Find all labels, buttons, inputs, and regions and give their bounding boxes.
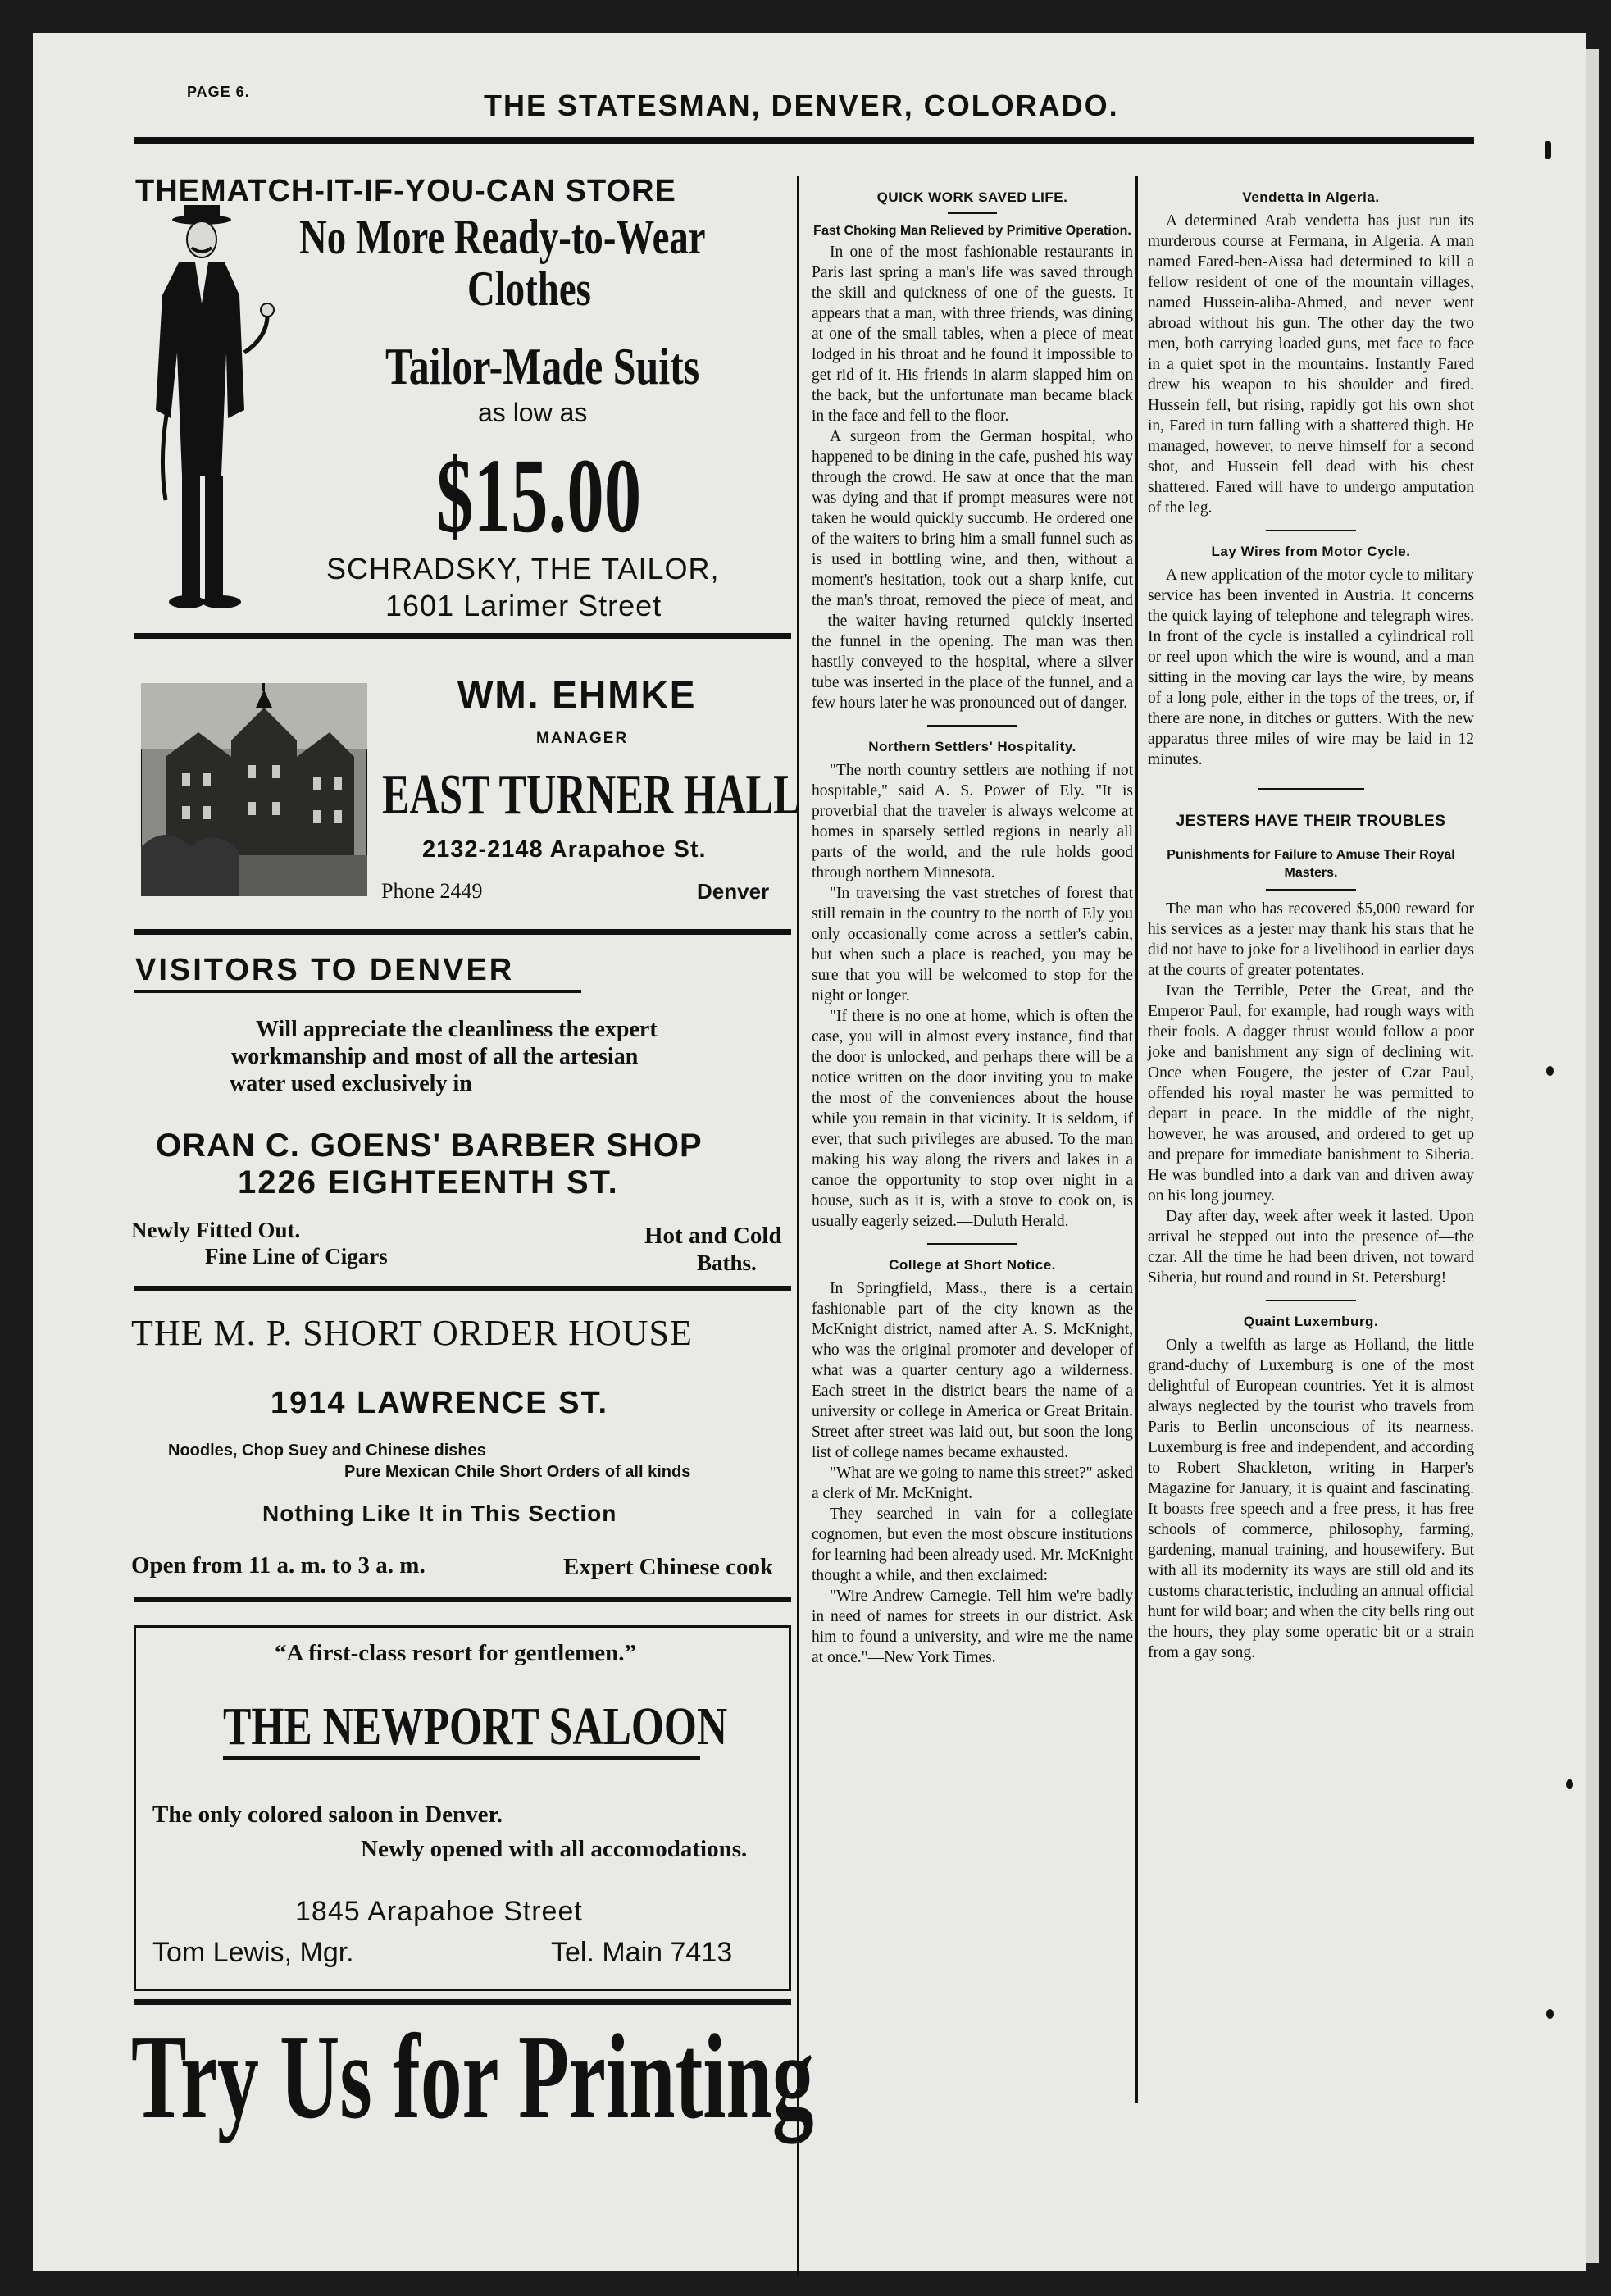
heading-separator [1266, 889, 1356, 891]
page-number: PAGE 6. [187, 84, 250, 100]
saloon-name-underline [223, 1756, 700, 1760]
tailor-line4: as low as [478, 398, 588, 427]
article-heading-quick-work: QUICK WORK SAVED LIFE. [876, 189, 1068, 205]
article-heading-vendetta: Vendetta in Algeria. [1242, 189, 1380, 205]
ad-divider-3 [134, 1286, 791, 1292]
article-paragraph: A surgeon from the German hospital, who happened to be dining in the cafe, pushed his way through the crowd. He saw at once that the man was dying and that if prompt measures were not taken he would quickly succumb. He ordered one of the waiters to bring him a small funnel such as is used in bottling wine, and then, without a moment's hesitation, took out a sharp knife, cut the man's throat, removed the piece of meat, and—the waiter having returned—quickly inserted the funnel in the opening. The man was then hastily conveyed to the hospital, where a silver tube was inserted in the place of the funnel, and a few hours later he was pronounced out of danger. [812, 428, 1133, 712]
middle-column [812, 187, 1133, 1668]
printing-ad: Try Us for Printing [131, 2010, 814, 2144]
gentleman-figure-illustration [130, 205, 277, 615]
article-separator [1266, 530, 1356, 531]
shortorder-name: THE M. P. SHORT ORDER HOUSE [131, 1313, 693, 1353]
article-paragraph: "Wire Andrew Carnegie. Tell him we're badly in need of names for streets in our district. Ask him to found a university, and wire me the name at once."—New York Times. [812, 1588, 1133, 1666]
ad-divider-4 [134, 1597, 791, 1602]
article-heading-northern-settlers: Northern Settlers' Hospitality. [868, 739, 1076, 754]
article-separator [1266, 1300, 1356, 1301]
saloon-telephone: Tel. Main 7413 [551, 1937, 733, 1968]
article-paragraph: In one of the most fashionable restaurants in Paris last spring a man's life was saved through the skill and quickness of one of the guests. It appears that a man, with three friends, was dining at one of the small tables, when a piece of meat lodged in his throat and he found it impossible to get rid of it. His friends in alarm slapped him on the back, but the unfortunate man became black in the face and fell to the floor. [812, 244, 1133, 425]
masthead-title: THE STATESMAN, DENVER, COLORADO. [484, 89, 1119, 122]
ad-divider-5 [134, 1999, 791, 2005]
shortorder-slogan: Nothing Like It in This Section [262, 1501, 617, 1526]
saloon-line-1: The only colored saloon in Denver. [152, 1802, 503, 1828]
turner-address: 2132-2148 Arapahoe St. [422, 836, 707, 863]
saloon-name: THE NEWPORT SALOON [223, 1697, 728, 1756]
article-paragraph: "What are we going to name this street?" asked a clerk of Mr. McKnight. [812, 1465, 1133, 1502]
margin-mark [1566, 1779, 1573, 1789]
shortorder-line-2: Pure Mexican Chile Short Orders of all kinds [344, 1463, 691, 1481]
saloon-manager: Tom Lewis, Mgr. [152, 1937, 354, 1968]
saloon-address: 1845 Arapahoe Street [295, 1896, 583, 1927]
article-paragraph: "In traversing the vast stretches of forest that still remain in the country to the north of Ely you only occasionally come across a settler's cabin, but when such a place is reached, you may be sure that you will be welcomed to stop for the night or longer. [812, 885, 1133, 1004]
masthead-rule [134, 137, 1474, 144]
article-separator [927, 1243, 1017, 1245]
barber-right-1: Hot and Cold [644, 1223, 782, 1249]
article-paragraph: "If there is no one at home, which is often the case, you will in almost every instance, find that the door is unlocked, and perhaps there will be a notice written on the door inviting you to make the most of the conveniences about the house while you remain in that vicinity. It is seldom, if ever, that such privileges are abused. To the man making his way along the rivers and lakes in a canoe the opportunity to stop over night in a house, such as it is, with a stove to cook on, is usually eagerly seized.—Duluth Herald. [812, 1008, 1133, 1230]
article-subheading-jesters: Punishments for Failure to Amuse Their Royal Masters. [1167, 848, 1455, 880]
tailor-store-name: THEMATCH-IT-IF-YOU-CAN STORE [135, 174, 676, 208]
article-subheading-quick-work: Fast Choking Man Relieved by Primitive Operation. [813, 224, 1131, 238]
barber-left-2: Fine Line of Cigars [205, 1244, 388, 1269]
tailor-line2: Clothes [467, 262, 591, 316]
tailor-address: 1601 Larimer Street [385, 589, 662, 622]
article-separator [1258, 788, 1364, 790]
article-paragraph: A determined Arab vendetta has just run its murderous course at Fermana, in Algeria. A man named Fared-ben-Aissa had determined to kill a fellow resident of one of the mountain villages, named Hussein-aliba-Ahmed, and never went abroad without his gun. The other day the two men, both carrying loaded guns, met face to face in a quiet spot in the mountains. Instantly Fared drew his weapon to his shoulder and fired. Hussein fell, but rising, rapidly got his own shot in, Fared in turn falling with a shattered thigh. He managed, however, to nerve himself for a second shot, and Hussein fell dead with his chest shattered. Fared will have to undergo amputation of the leg. [1148, 212, 1474, 517]
article-heading-luxemburg: Quaint Luxemburg. [1243, 1314, 1379, 1329]
shortorder-line-1: Noodles, Chop Suey and Chinese dishes [168, 1442, 486, 1460]
barber-text-3: water used exclusively in [230, 1071, 472, 1096]
shortorder-cook: Expert Chinese cook [563, 1554, 774, 1580]
ad-divider-2 [134, 929, 791, 935]
article-paragraph: Ivan the Terrible, Peter the Great, and the Emperor Paul, for example, had rough ways with their fools. A dagger thrust would follow a poor joke and banishment any sign of declining wit. Once when Fougere, the jester of Czar Paul, offended his royal master he was permitted to depart in peace. In the middle of the night, however, he was aroused, and ordered to get up and prepare for immediate banishment to Siberia. He was bundled into a dark van and driven away on his long journey. [1148, 982, 1474, 1205]
article-paragraph: The man who has recovered $5,000 reward for his services as a jester may thank his stars that he did not have to joke for a livelihood in earlier days at the courts of greater potentates. [1148, 900, 1474, 979]
heading-separator [948, 212, 997, 214]
article-paragraph: Day after day, week after week it lasted. Upon arrival he stepped out into the presence of—the czar. All the time he had been driven, not toward Siberia, but round and round in St. Petersburg! [1148, 1208, 1474, 1287]
barber-shop-name: ORAN C. GOENS' BARBER SHOP [156, 1128, 703, 1164]
article-heading-jesters: JESTERS HAVE THEIR TROUBLES [1176, 813, 1446, 830]
barber-street: 1226 EIGHTEENTH ST. [238, 1164, 619, 1200]
saloon-quote: “A first-class resort for gentlemen.” [275, 1640, 637, 1666]
article-paragraph: "The north country settlers are nothing if not hospitable," said A. S. Power of Ely. "It is proverbial that the traveler is always welcome at homes in sparsely settled regions in nearly all parts of the world, and the rule holds good through northern Minnesota. [812, 762, 1133, 882]
barber-heading-underline [134, 990, 581, 993]
ad-divider-1 [134, 633, 791, 639]
saloon-line-2: Newly opened with all accomodations. [361, 1836, 748, 1862]
turner-role: MANAGER [536, 730, 629, 747]
shortorder-address: 1914 LAWRENCE ST. [271, 1386, 608, 1420]
article-heading-motor-cycle: Lay Wires from Motor Cycle. [1211, 544, 1411, 559]
margin-mark [1545, 141, 1551, 159]
tailor-price: $15.00 [436, 437, 642, 555]
article-paragraph: A new application of the motor cycle to military service has been invented in Austria. It concerns the quick laying of telephone and telegraph wires. In front of the cycle is installed a cylindrical roll or reel upon which the wire is wound, and a man sitting in the moving car lays the wire, by means of a long pole, either in the tops of the trees, or, if there are none, in ditches or gutters. With the new apparatus three miles of wire may be laid in 12 minutes. [1148, 567, 1474, 768]
article-paragraph: In Springfield, Mass., there is a certain fashionable part of the city known as the McKnight district, named after A. S. McKnight, who was the original promoter and developer of what was a quarter century ago a wilderness. Each street in the district bears the name of a university or college in America or Great Britain. Street after street was laid out, but soon the long list of college names became exhausted. [812, 1280, 1133, 1461]
column-rule-1 [797, 176, 799, 2276]
barber-text-1: Will appreciate the cleanliness the expert [256, 1017, 658, 1042]
shortorder-hours: Open from 11 a. m. to 3 a. m. [131, 1552, 426, 1578]
barber-text-2: workmanship and most of all the artesian [231, 1044, 639, 1069]
barber-heading: VISITORS TO DENVER [135, 953, 515, 987]
turner-city: Denver [697, 879, 770, 904]
turner-hall-name: EAST TURNER HALL [382, 763, 801, 827]
margin-mark [1546, 1066, 1554, 1076]
article-paragraph: Only a twelfth as large as Holland, the little grand-duchy of Luxemburg is one of the most delightful of European countries. Yet it is almost always neglected by the tourist who travels from Paris to Berlin unconscious of its nearness. Luxemburg is free and independent, and according to Robert Shackleton, writing in Harper's Magazine for January, it is quaint and fascinating. It boasts free speech and a free press, it has free schools of commerce, philosophy, farming, gardening, manual training, and housewifery. But with all its modernity its ways are still old and its customs characteristic, including an annual official hunt for wild boar; and when the city bells ring out the hours, they play some operatic bit or a strain from a gay song. [1148, 1337, 1474, 1661]
article-heading-college: College at Short Notice. [889, 1257, 1056, 1273]
tailor-name: SCHRADSKY, THE TAILOR, [326, 552, 720, 585]
margin-mark [1546, 2009, 1554, 2019]
turner-manager-name: WM. EHMKE [457, 673, 697, 716]
article-paragraph: They searched in vain for a collegiate cognomen, but even the most obscure institutions for learning had been already used. Mr. McKnight thought a while, and then exclaimed: [812, 1506, 1133, 1584]
barber-right-2: Baths. [697, 1250, 757, 1275]
turner-hall-building-illustration [141, 683, 367, 896]
right-column [1148, 187, 1474, 1663]
tailor-line1: No More Ready-to-Wear [299, 210, 706, 264]
article-separator [927, 725, 1017, 727]
turner-phone: Phone 2449 [381, 879, 483, 903]
barber-left-1: Newly Fitted Out. [131, 1218, 301, 1242]
column-rule-2 [1135, 176, 1138, 2103]
tailor-line3: Tailor-Made Suits [385, 337, 700, 395]
